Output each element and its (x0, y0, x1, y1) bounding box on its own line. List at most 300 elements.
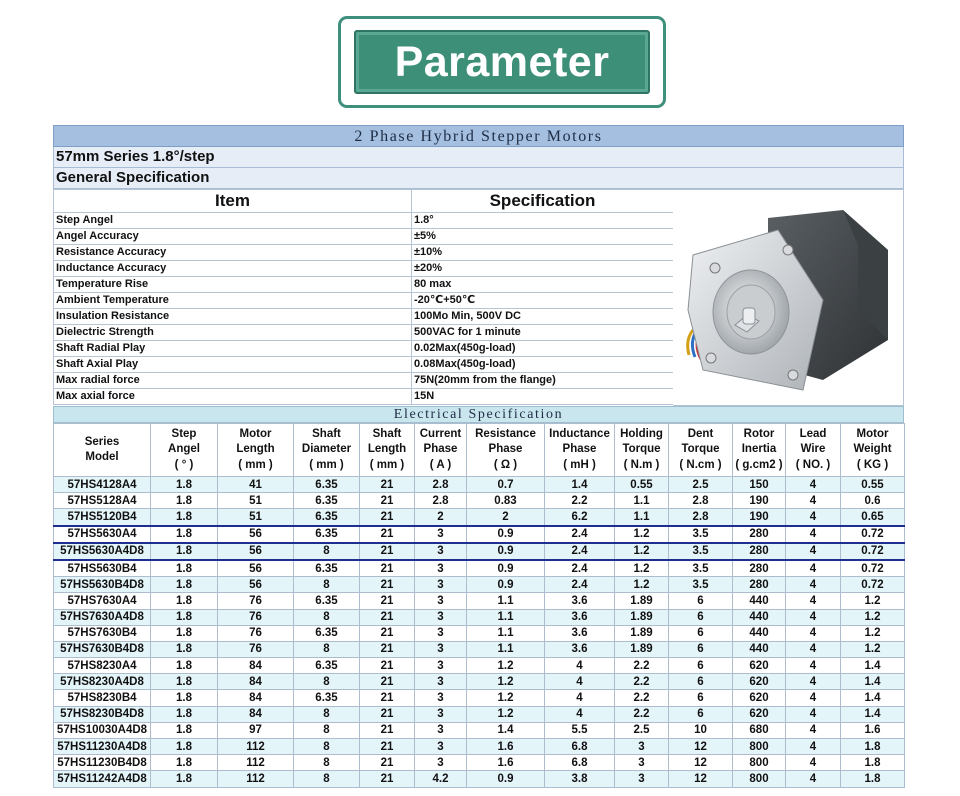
value-cell: 3.5 (669, 577, 733, 593)
electrical-row (54, 658, 905, 674)
header-line: Motor (856, 427, 889, 440)
value-cell: 2.5 (669, 477, 733, 493)
value-cell: 2.4 (545, 526, 615, 543)
header-line: Shaft (372, 427, 402, 440)
header-line: ( mm ) (309, 458, 344, 471)
model-cell: 57HS5630B4D8 (54, 577, 151, 593)
value-cell: 4 (786, 690, 841, 706)
electrical-row (54, 771, 905, 787)
model-cell: 57HS7630B4D8 (54, 641, 151, 657)
header-line: ( ° ) (174, 458, 194, 471)
electrical-spec-label: Electrical Specification (53, 406, 904, 423)
header-line: Lead (799, 427, 827, 440)
value-cell: 2.8 (669, 509, 733, 526)
header-line: Motor (239, 427, 272, 440)
general-spec-row (54, 357, 674, 373)
value-cell: 1.8 (151, 658, 218, 674)
spec-item: Ambient Temperature (54, 293, 412, 309)
value-cell: 6 (669, 625, 733, 641)
value-cell: 190 (733, 509, 786, 526)
electrical-row (54, 493, 905, 509)
value-cell: 3 (415, 609, 467, 625)
value-cell: 3 (415, 560, 467, 577)
value-cell: 0.9 (467, 577, 545, 593)
value-cell: 56 (218, 577, 294, 593)
model-cell: 57HS11242A4D8 (54, 771, 151, 787)
value-cell: 1.2 (467, 690, 545, 706)
electrical-col-header (545, 424, 615, 477)
value-cell: 6.2 (545, 509, 615, 526)
spec-item: Resistance Accuracy (54, 245, 412, 261)
value-cell: 440 (733, 641, 786, 657)
value-cell: 56 (218, 526, 294, 543)
value-cell: 0.7 (467, 477, 545, 493)
value-cell: 10 (669, 722, 733, 738)
value-cell: 3 (415, 593, 467, 609)
electrical-row (54, 722, 905, 738)
header-line: Diameter (301, 443, 352, 456)
header-line: ( Ω ) (493, 458, 518, 471)
electrical-row (54, 526, 905, 543)
value-cell: 0.72 (841, 543, 905, 560)
value-cell: 8 (294, 739, 360, 755)
value-cell: 4.2 (415, 771, 467, 787)
value-cell: 1.2 (467, 706, 545, 722)
spec-value: 80 max (412, 277, 674, 293)
header-line: Length (367, 443, 407, 456)
value-cell: 1.2 (467, 674, 545, 690)
header-line: ( N.cm ) (679, 458, 722, 471)
value-cell: 8 (294, 755, 360, 771)
electrical-row (54, 577, 905, 593)
value-cell: 1.4 (841, 706, 905, 722)
value-cell: 21 (360, 609, 415, 625)
value-cell: 21 (360, 722, 415, 738)
value-cell: 280 (733, 577, 786, 593)
value-cell: 1.2 (615, 543, 669, 560)
value-cell: 6.8 (545, 739, 615, 755)
general-spec-row (54, 277, 674, 293)
value-cell: 3 (415, 526, 467, 543)
electrical-row (54, 543, 905, 560)
value-cell: 8 (294, 641, 360, 657)
stepper-motor-image (673, 190, 902, 405)
value-cell: 620 (733, 706, 786, 722)
value-cell: 1.2 (841, 625, 905, 641)
value-cell: 21 (360, 739, 415, 755)
electrical-col-header (294, 424, 360, 477)
value-cell: 4 (545, 690, 615, 706)
value-cell: 4 (786, 543, 841, 560)
electrical-col-header (669, 424, 733, 477)
value-cell: 4 (545, 658, 615, 674)
electrical-row (54, 593, 905, 609)
value-cell: 1.1 (615, 509, 669, 526)
value-cell: 1.2 (467, 658, 545, 674)
value-cell: 1.8 (841, 771, 905, 787)
value-cell: 6 (669, 658, 733, 674)
value-cell: 21 (360, 493, 415, 509)
header-line: Phase (562, 443, 597, 456)
value-cell: 6.8 (545, 755, 615, 771)
spec-item: Shaft Axial Play (54, 357, 412, 373)
value-cell: 6 (669, 593, 733, 609)
value-cell: 3 (615, 771, 669, 787)
value-cell: 1.1 (467, 593, 545, 609)
value-cell: 6 (669, 641, 733, 657)
model-cell: 57HS11230A4D8 (54, 739, 151, 755)
value-cell: 21 (360, 771, 415, 787)
value-cell: 0.83 (467, 493, 545, 509)
general-spec-row (54, 309, 674, 325)
value-cell: 0.72 (841, 577, 905, 593)
value-cell: 4 (786, 609, 841, 625)
header-line: ( mH ) (563, 458, 596, 471)
spec-sheet (53, 125, 904, 788)
value-cell: 0.9 (467, 526, 545, 543)
value-cell: 1.8 (151, 509, 218, 526)
electrical-row (54, 609, 905, 625)
banner (354, 30, 650, 94)
value-cell: 150 (733, 477, 786, 493)
header-line: ( mm ) (238, 458, 273, 471)
spec-item: Max radial force (54, 373, 412, 389)
model-cell: 57HS7630A4D8 (54, 609, 151, 625)
value-cell: 41 (218, 477, 294, 493)
value-cell: 1.8 (151, 706, 218, 722)
value-cell: 12 (669, 755, 733, 771)
spec-value: 0.02Max(450g-load) (412, 341, 674, 357)
electrical-row (54, 706, 905, 722)
value-cell: 280 (733, 526, 786, 543)
value-cell: 6.35 (294, 560, 360, 577)
model-cell: 57HS8230A4 (54, 658, 151, 674)
general-spec-row (54, 373, 674, 389)
value-cell: 1.8 (151, 493, 218, 509)
spec-value: -20℃+50℃ (412, 293, 674, 309)
value-cell: 1.4 (841, 690, 905, 706)
model-cell: 57HS4128A4 (54, 477, 151, 493)
value-cell: 0.65 (841, 509, 905, 526)
value-cell: 0.6 (841, 493, 905, 509)
value-cell: 2.4 (545, 577, 615, 593)
value-cell: 6 (669, 609, 733, 625)
value-cell: 3 (415, 543, 467, 560)
header-line: ( A ) (429, 458, 452, 471)
value-cell: 1.6 (841, 722, 905, 738)
col-item-header: Item (54, 190, 412, 213)
value-cell: 4 (786, 641, 841, 657)
spec-value: ±20% (412, 261, 674, 277)
value-cell: 51 (218, 493, 294, 509)
value-cell: 0.55 (841, 477, 905, 493)
electrical-col-header (218, 424, 294, 477)
value-cell: 1.8 (151, 674, 218, 690)
series-label: 57mm Series 1.8°/step (53, 147, 904, 168)
model-cell: 57HS5120B4 (54, 509, 151, 526)
value-cell: 2.8 (415, 477, 467, 493)
spec-item: Dielectric Strength (54, 325, 412, 341)
electrical-col-header (733, 424, 786, 477)
value-cell: 2 (467, 509, 545, 526)
value-cell: 3.5 (669, 560, 733, 577)
value-cell: 1.8 (151, 641, 218, 657)
value-cell: 3.5 (669, 526, 733, 543)
spec-value: ±10% (412, 245, 674, 261)
value-cell: 76 (218, 593, 294, 609)
value-cell: 3 (415, 690, 467, 706)
sheet-title: 2 Phase Hybrid Stepper Motors (53, 125, 904, 147)
value-cell: 2.2 (615, 658, 669, 674)
value-cell: 4 (786, 477, 841, 493)
value-cell: 440 (733, 625, 786, 641)
value-cell: 3 (415, 706, 467, 722)
value-cell: 3 (615, 755, 669, 771)
electrical-row (54, 509, 905, 526)
value-cell: 1.8 (151, 755, 218, 771)
header-line: Rotor (743, 427, 775, 440)
value-cell: 8 (294, 722, 360, 738)
value-cell: 280 (733, 560, 786, 577)
electrical-col-header (151, 424, 218, 477)
value-cell: 21 (360, 543, 415, 560)
general-spec-label: General Specification (53, 168, 904, 189)
general-spec-row (54, 293, 674, 309)
value-cell: 21 (360, 509, 415, 526)
value-cell: 0.9 (467, 543, 545, 560)
electrical-row (54, 641, 905, 657)
value-cell: 2.4 (545, 560, 615, 577)
header-line: Phase (488, 443, 523, 456)
value-cell: 21 (360, 625, 415, 641)
model-cell: 57HS7630A4 (54, 593, 151, 609)
value-cell: 3 (415, 755, 467, 771)
value-cell: 76 (218, 641, 294, 657)
value-cell: 2.2 (615, 690, 669, 706)
value-cell: 190 (733, 493, 786, 509)
general-spec-row (54, 213, 674, 229)
value-cell: 6.35 (294, 526, 360, 543)
general-spec-row (54, 341, 674, 357)
value-cell: 1.89 (615, 593, 669, 609)
electrical-row (54, 477, 905, 493)
header-line: ( N.m ) (623, 458, 660, 471)
header-line: Torque (681, 443, 720, 456)
model-cell: 57HS5630A4 (54, 526, 151, 543)
value-cell: 1.8 (151, 477, 218, 493)
value-cell: 1.8 (841, 755, 905, 771)
spec-item: Insulation Resistance (54, 309, 412, 325)
value-cell: 4 (786, 722, 841, 738)
header-line: Inertia (741, 443, 777, 456)
value-cell: 1.89 (615, 625, 669, 641)
value-cell: 1.89 (615, 641, 669, 657)
value-cell: 1.1 (467, 609, 545, 625)
model-cell: 57HS10030A4D8 (54, 722, 151, 738)
value-cell: 3.8 (545, 771, 615, 787)
general-spec-table (53, 189, 674, 405)
header-line: ( mm ) (369, 458, 405, 471)
electrical-col-header (615, 424, 669, 477)
value-cell: 3 (415, 674, 467, 690)
value-cell: 1.8 (151, 526, 218, 543)
header-line: Phase (423, 443, 458, 456)
spec-value: 75N(20mm from the flange) (412, 373, 674, 389)
value-cell: 1.8 (841, 739, 905, 755)
value-cell: 4 (786, 625, 841, 641)
value-cell: 1.2 (615, 577, 669, 593)
value-cell: 4 (786, 674, 841, 690)
value-cell: 4 (786, 771, 841, 787)
value-cell: 2.2 (615, 706, 669, 722)
value-cell: 680 (733, 722, 786, 738)
header-line: Holding (620, 427, 663, 440)
general-spec-row (54, 325, 674, 341)
value-cell: 3 (415, 577, 467, 593)
value-cell: 1.8 (151, 771, 218, 787)
value-cell: 84 (218, 658, 294, 674)
value-cell: 3 (615, 739, 669, 755)
general-spec-row (54, 261, 674, 277)
electrical-row (54, 690, 905, 706)
spec-item: Inductance Accuracy (54, 261, 412, 277)
model-cell: 57HS8230A4D8 (54, 674, 151, 690)
header-line: Weight (853, 443, 892, 456)
value-cell: 3.6 (545, 641, 615, 657)
value-cell: 3.5 (669, 543, 733, 560)
header-line: Step (171, 427, 197, 440)
electrical-row (54, 755, 905, 771)
value-cell: 6.35 (294, 658, 360, 674)
value-cell: 6.35 (294, 477, 360, 493)
model-cell: 57HS5630B4 (54, 560, 151, 577)
value-cell: 84 (218, 706, 294, 722)
value-cell: 0.55 (615, 477, 669, 493)
value-cell: 84 (218, 690, 294, 706)
value-cell: 3 (415, 658, 467, 674)
electrical-col-header (360, 424, 415, 477)
value-cell: 4 (786, 739, 841, 755)
value-cell: 8 (294, 674, 360, 690)
value-cell: 1.4 (467, 722, 545, 738)
value-cell: 1.8 (151, 690, 218, 706)
general-spec-row (54, 229, 674, 245)
value-cell: 4 (786, 560, 841, 577)
value-cell: 12 (669, 739, 733, 755)
spec-value: ±5% (412, 229, 674, 245)
value-cell: 21 (360, 690, 415, 706)
value-cell: 21 (360, 706, 415, 722)
value-cell: 6 (669, 706, 733, 722)
value-cell: 1.2 (841, 609, 905, 625)
value-cell: 6.35 (294, 690, 360, 706)
value-cell: 4 (545, 674, 615, 690)
value-cell: 97 (218, 722, 294, 738)
value-cell: 21 (360, 674, 415, 690)
value-cell: 112 (218, 739, 294, 755)
spec-value: 1.8° (412, 213, 674, 229)
header-line: ( g.cm2 ) (735, 458, 783, 471)
general-spec-row (54, 389, 674, 405)
electrical-col-header (54, 424, 151, 477)
model-cell: 57HS5630A4D8 (54, 543, 151, 560)
value-cell: 12 (669, 771, 733, 787)
model-cell: 57HS11230B4D8 (54, 755, 151, 771)
value-cell: 2.8 (415, 493, 467, 509)
header-line: Angel (168, 443, 200, 456)
value-cell: 21 (360, 577, 415, 593)
general-spec-row (54, 245, 674, 261)
value-cell: 1.8 (151, 739, 218, 755)
electrical-col-header (467, 424, 545, 477)
value-cell: 3 (415, 739, 467, 755)
header-line: ( KG ) (856, 458, 889, 471)
value-cell: 21 (360, 658, 415, 674)
value-cell: 21 (360, 477, 415, 493)
value-cell: 6.35 (294, 593, 360, 609)
electrical-row (54, 739, 905, 755)
value-cell: 620 (733, 674, 786, 690)
value-cell: 0.9 (467, 771, 545, 787)
value-cell: 84 (218, 674, 294, 690)
header-line: ( NO. ) (795, 458, 831, 471)
value-cell: 2.2 (545, 493, 615, 509)
value-cell: 4 (786, 493, 841, 509)
electrical-col-header (841, 424, 905, 477)
value-cell: 2.2 (615, 674, 669, 690)
spec-item: Temperature Rise (54, 277, 412, 293)
header-line: Length (236, 443, 275, 456)
spec-value: 500VAC for 1 minute (412, 325, 674, 341)
value-cell: 1.8 (151, 625, 218, 641)
header-line: Inductance (549, 427, 610, 440)
value-cell: 1.1 (467, 625, 545, 641)
model-cell: 57HS5128A4 (54, 493, 151, 509)
header-line: Resistance (475, 427, 536, 440)
value-cell: 1.1 (467, 641, 545, 657)
value-cell: 6 (669, 690, 733, 706)
value-cell: 112 (218, 771, 294, 787)
value-cell: 2 (415, 509, 467, 526)
value-cell: 4 (786, 706, 841, 722)
value-cell: 21 (360, 641, 415, 657)
value-cell: 4 (786, 593, 841, 609)
value-cell: 8 (294, 771, 360, 787)
value-cell: 21 (360, 755, 415, 771)
model-cell: 57HS7630B4 (54, 625, 151, 641)
value-cell: 3 (415, 722, 467, 738)
value-cell: 76 (218, 625, 294, 641)
banner-title: Parameter (394, 37, 610, 86)
model-cell: 57HS8230B4D8 (54, 706, 151, 722)
value-cell: 1.89 (615, 609, 669, 625)
spec-item: Max axial force (54, 389, 412, 405)
value-cell: 2.5 (615, 722, 669, 738)
value-cell: 1.6 (467, 755, 545, 771)
spec-value: 100Mo Min, 500V DC (412, 309, 674, 325)
value-cell: 51 (218, 509, 294, 526)
value-cell: 4 (786, 658, 841, 674)
value-cell: 280 (733, 543, 786, 560)
value-cell: 440 (733, 593, 786, 609)
value-cell: 1.8 (151, 609, 218, 625)
value-cell: 6.35 (294, 625, 360, 641)
value-cell: 1.4 (841, 674, 905, 690)
value-cell: 1.6 (467, 739, 545, 755)
header-line: Series (84, 435, 120, 448)
value-cell: 4 (786, 526, 841, 543)
value-cell: 0.72 (841, 526, 905, 543)
